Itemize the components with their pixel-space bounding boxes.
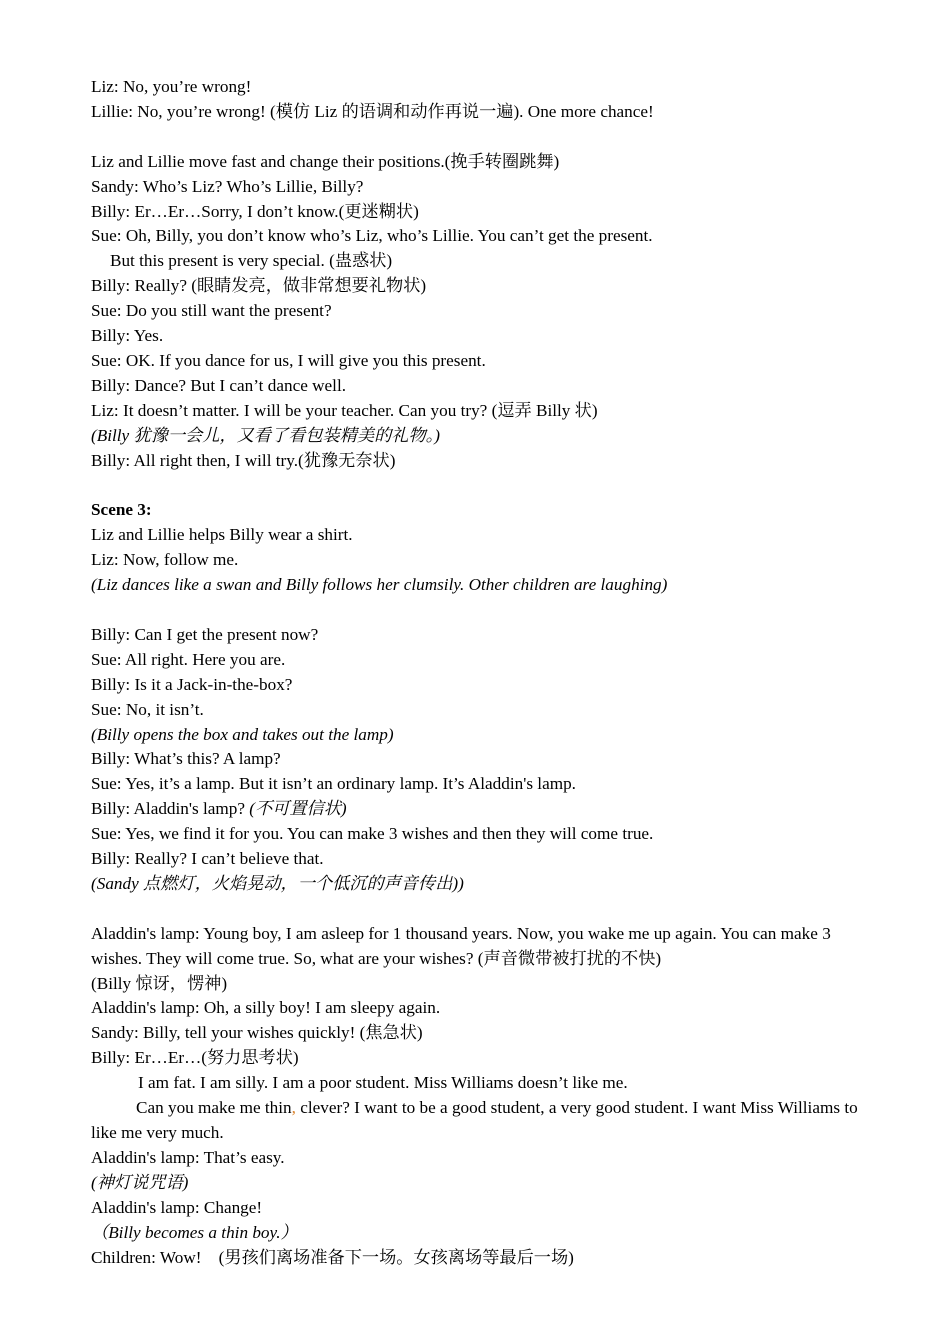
stage-direction: (Sandy 点燃灯，火焰晃动，一个低沉的声音传出))	[91, 873, 464, 893]
dialogue-line: Sue: All right. Here you are.	[91, 649, 286, 669]
dialogue-line: Billy: Yes.	[91, 326, 164, 346]
dialogue-text: Can you make me thin	[136, 1098, 292, 1118]
dialogue-line: Billy: All right then, I will try.(犹豫无奈状)	[91, 450, 396, 470]
dialogue-line: Children: Wow! (男孩们离场准备下一场。女孩离场等最后一场)	[91, 1247, 574, 1267]
dialogue-line: Billy: Dance? But I can’t dance well.	[91, 375, 347, 395]
stage-direction: (Billy opens the box and takes out the lamp)	[91, 724, 394, 744]
scene-heading: Scene 3:	[91, 500, 152, 520]
dialogue-paragraph	[91, 1096, 864, 1146]
dialogue-line: Sue: OK. If you dance for us, I will give you this present.	[91, 350, 486, 370]
dialogue-line: Billy: Er…Er…Sorry, I don’t know.(更迷糊状)	[91, 201, 419, 221]
dialogue-text: clever? I want to be a good student, a very good student. I want Miss Williams to like me very much.	[91, 1098, 858, 1142]
dialogue-line: Billy: Can I get the present now?	[91, 624, 319, 644]
dialogue-text: Billy: Aladdin's lamp?	[91, 799, 250, 819]
stage-direction: (Liz dances like a swan and Billy follows her clumsily. Other children are laughing)	[91, 575, 668, 595]
dialogue-line: Sue: Oh, Billy, you don’t know who’s Liz, who’s Lillie. You can’t get the present.	[91, 226, 653, 246]
dialogue-line: Sandy: Billy, tell your wishes quickly! (焦急状)	[91, 1023, 423, 1043]
blank-line	[91, 897, 864, 922]
dialogue-paragraph: Aladdin's lamp: Young boy, I am asleep for 1 thousand years. Now, you wake me up again. You can make 3 wishes. They will come true. So, what are your wishes? (声音微带被打扰的不快)	[91, 923, 831, 968]
blank-line	[91, 473, 864, 498]
dialogue-line: Billy: Really? I can’t believe that.	[91, 849, 324, 869]
dialogue-line-continued: I am fat. I am silly. I am a poor student. Miss Williams doesn’t like me.	[138, 1073, 628, 1093]
stage-direction: （Billy becomes a thin boy.）	[91, 1222, 298, 1242]
stage-direction: (神灯说咒语)	[91, 1172, 189, 1192]
dialogue-line: Billy: What’s this? A lamp?	[91, 749, 281, 769]
stage-direction: (Billy 惊讶，愣神)	[91, 973, 228, 993]
dialogue-line-continued: But this present is very special. (蛊惑状)	[110, 251, 393, 271]
dialogue-line: Liz: No, you’re wrong!	[91, 77, 252, 96]
dialogue-line: Aladdin's lamp: Change!	[91, 1197, 263, 1217]
dialogue-line: Billy: Er…Er…(努力思考状)	[91, 1048, 299, 1068]
dialogue-line	[91, 797, 864, 822]
dialogue-line: Billy: Really? (眼睛发亮，做非常想要礼物状)	[91, 276, 427, 296]
stage-direction: (Billy 犹豫一会儿，又看了看包装精美的礼物。)	[91, 425, 440, 445]
dialogue-line: Liz: It doesn’t matter. I will be your teacher. Can you try? (逗弄 Billy 状)	[91, 400, 598, 420]
dialogue-line: Sue: Yes, it’s a lamp. But it isn’t an ordinary lamp. It’s Aladdin's lamp.	[91, 774, 576, 794]
highlighted-comma: ,	[291, 1098, 296, 1118]
dialogue-line: Aladdin's lamp: Oh, a silly boy! I am sleepy again.	[91, 998, 441, 1018]
dialogue-line: Sue: Do you still want the present?	[91, 301, 332, 321]
stage-direction: Liz and Lillie move fast and change their positions.(挽手转圈跳舞)	[91, 151, 560, 171]
dialogue-line: Liz: Now, follow me.	[91, 550, 239, 570]
dialogue-line: Sandy: Who’s Liz? Who’s Lillie, Billy?	[91, 176, 364, 196]
dialogue-line: Sue: Yes, we find it for you. You can make 3 wishes and then they will come true.	[91, 824, 654, 844]
dialogue-line: Sue: No, it isn’t.	[91, 699, 204, 719]
blank-line	[91, 125, 864, 150]
dialogue-line: Billy: Is it a Jack-in-the-box?	[91, 674, 293, 694]
stage-direction-inline: (不可置信状)	[249, 799, 347, 819]
dialogue-line: Lillie: No, you’re wrong! (模仿 Liz 的语调和动作再说一遍). One more chance!	[91, 101, 654, 121]
stage-direction: Liz and Lillie helps Billy wear a shirt.	[91, 525, 353, 545]
blank-line	[91, 598, 864, 623]
dialogue-line: Aladdin's lamp: That’s easy.	[91, 1147, 285, 1167]
